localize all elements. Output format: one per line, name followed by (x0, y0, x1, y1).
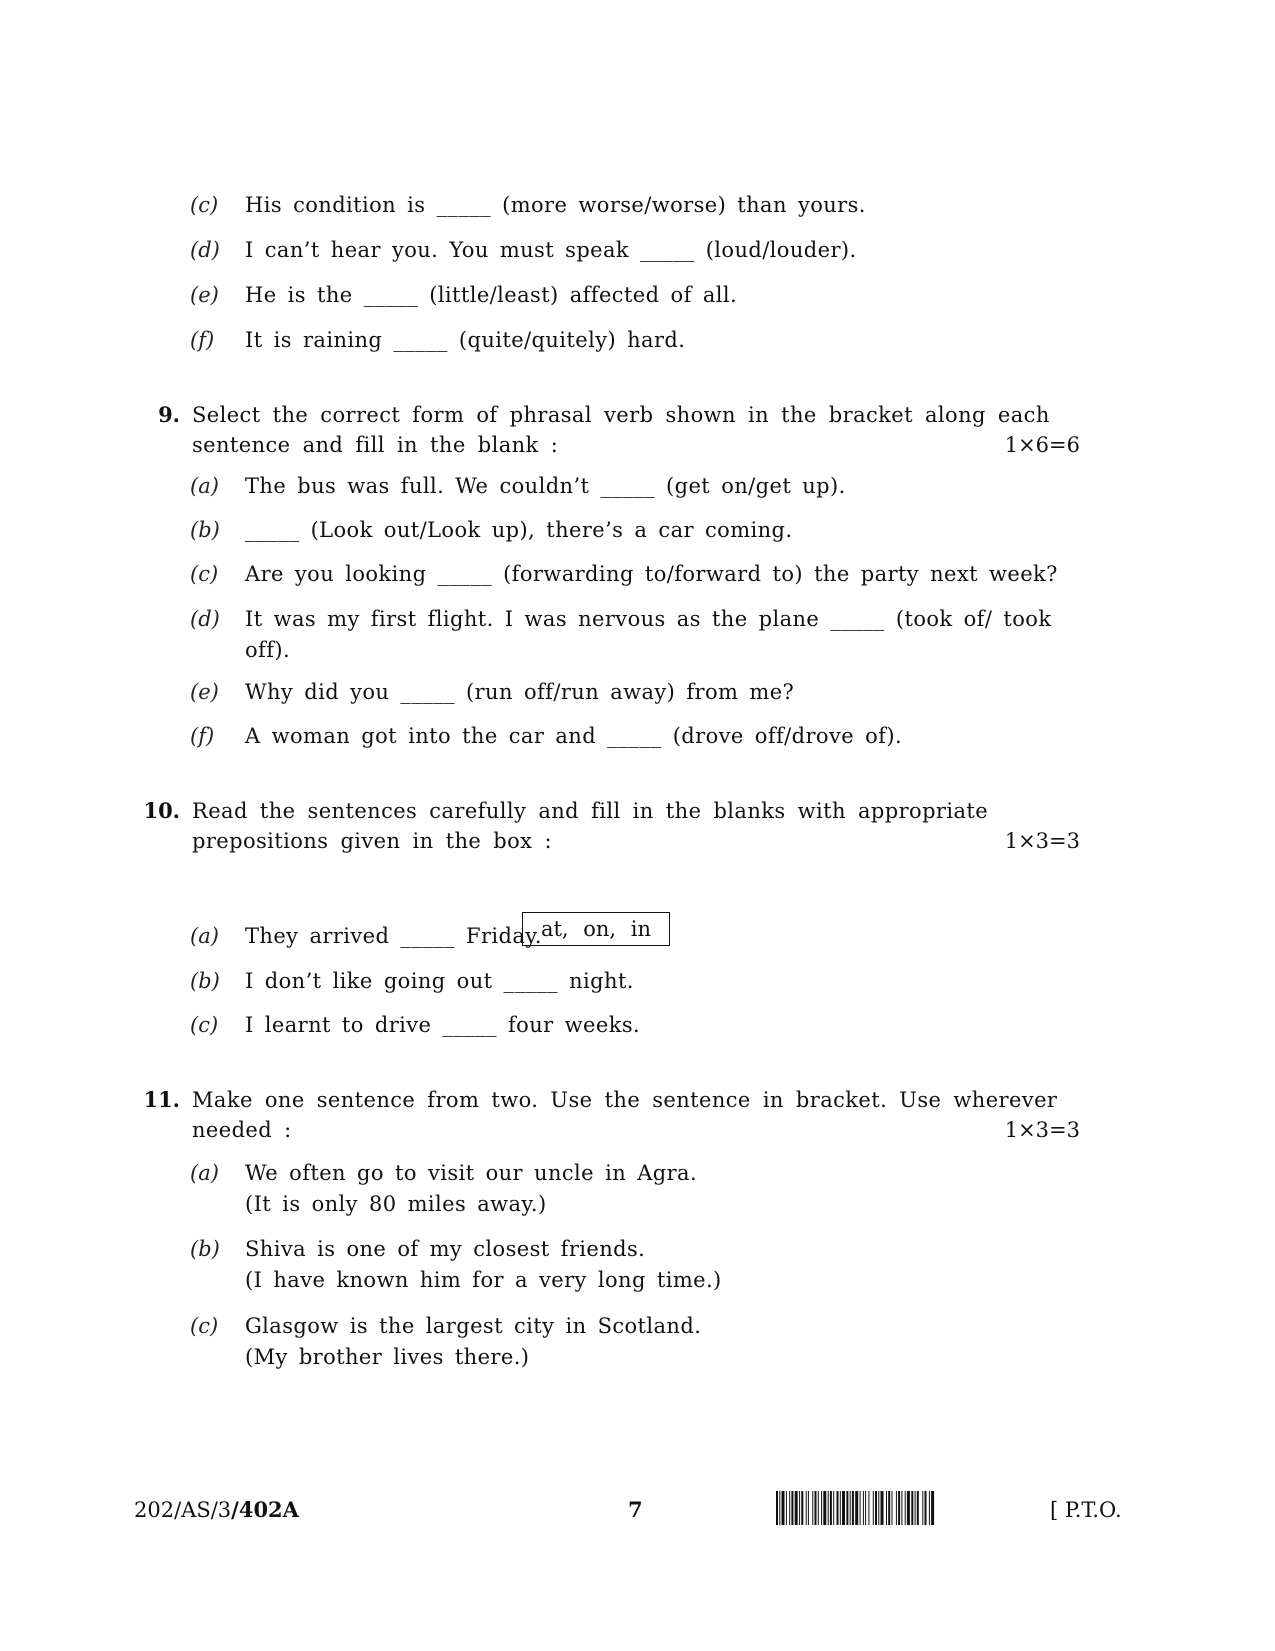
item-text: It was my first flight. I was nervous as the plane _____ (took of/ took off). (245, 607, 1052, 662)
q10-item-b (190, 966, 1070, 997)
barcode-bar (901, 1491, 902, 1525)
barcode-bar (911, 1491, 913, 1525)
barcode-bar (873, 1491, 874, 1525)
item-text: His condition is _____ (more worse/worse) than yours. (245, 193, 866, 217)
item-text: They arrived _____ Friday. (245, 924, 542, 948)
question-11 (130, 1085, 1080, 1145)
question-9 (130, 400, 1080, 460)
barcode-bar (830, 1491, 832, 1525)
item-text: I can’t hear you. You must speak _____ (loud/louder). (245, 238, 857, 262)
barcode-bar (818, 1491, 819, 1525)
q11-item-c (190, 1311, 1070, 1373)
barcode-bar (808, 1491, 809, 1525)
barcode-bar (791, 1491, 793, 1525)
barcode-bar (842, 1491, 845, 1525)
item-line-1: We often go to visit our uncle in Agra. (245, 1161, 698, 1185)
barcode-bar (931, 1491, 934, 1525)
item-label: (a) (190, 474, 219, 498)
barcode-bar (907, 1491, 910, 1525)
item-label: (c) (190, 1013, 219, 1037)
paper-code-prefix: 202/AS/3 (134, 1498, 232, 1522)
barcode-bar (865, 1491, 866, 1525)
q9-item-e (190, 677, 1070, 708)
item-label: (c) (190, 562, 219, 586)
question-marks: 1×6=6 (1004, 433, 1080, 457)
question-number: 9. (158, 402, 180, 427)
item-line-2: (It is only 80 miles away.) (245, 1192, 547, 1216)
item-text: The bus was full. We couldn’t _____ (get on/get up). (245, 474, 846, 498)
barcode-bar (799, 1491, 800, 1525)
q8-item-d (190, 235, 1070, 266)
barcode-bar (801, 1491, 803, 1525)
barcode-bar (789, 1491, 790, 1525)
item-line-2: (I have known him for a very long time.) (245, 1268, 722, 1292)
barcode-bar (881, 1491, 884, 1525)
barcode-bar (898, 1491, 900, 1525)
item-text: _____ (Look out/Look up), there’s a car coming. (245, 518, 793, 542)
barcode-bar (863, 1491, 864, 1525)
barcode-bar (896, 1491, 897, 1525)
barcode-bar (886, 1491, 887, 1525)
item-line-1: Shiva is one of my closest friends. (245, 1237, 646, 1261)
barcode-bar (786, 1491, 787, 1525)
item-label: (b) (190, 518, 220, 542)
barcode-bar (860, 1491, 861, 1525)
item-text: It is raining _____ (quite/quitely) hard. (245, 328, 686, 352)
q9-item-c (190, 559, 1070, 590)
item-label: (d) (190, 607, 220, 631)
barcode-bar (815, 1491, 817, 1525)
item-label: (c) (190, 193, 219, 217)
question-marks: 1×3=3 (1004, 829, 1080, 853)
barcode-bar (779, 1491, 780, 1525)
barcode-bar (806, 1491, 807, 1525)
q9-item-a (190, 471, 1070, 502)
barcode-bar (837, 1491, 839, 1525)
barcode-bar (915, 1491, 916, 1525)
barcode-bar (925, 1491, 927, 1525)
page-number: 7 (628, 1497, 643, 1522)
q8-item-f (190, 325, 1070, 356)
question-marks: 1×3=3 (1004, 1118, 1080, 1142)
barcode-bar (892, 1491, 893, 1525)
barcode-bar (917, 1491, 919, 1525)
q9-item-f (190, 721, 1070, 752)
question-text: Make one sentence from two. Use the sentence in bracket. Use wherever needed : (192, 1088, 1058, 1142)
q10-item-c (190, 1010, 1070, 1041)
question-number: 11. (143, 1087, 180, 1112)
item-text: I learnt to drive _____ four weeks. (245, 1013, 641, 1037)
item-line-1: Glasgow is the largest city in Scotland. (245, 1314, 702, 1338)
barcode-bar (878, 1491, 879, 1525)
item-label: (a) (190, 924, 219, 948)
question-10 (130, 796, 1080, 856)
barcode-bar (922, 1491, 923, 1525)
barcode-bar (823, 1491, 826, 1525)
question-text: Select the correct form of phrasal verb shown in the bracket along each sentence and fill in the blank : (192, 403, 1050, 457)
pto-label: [ P.T.O. (1050, 1498, 1122, 1522)
item-label: (a) (190, 1161, 219, 1185)
question-number: 10. (143, 798, 180, 823)
barcode-bar (905, 1491, 906, 1525)
barcode-bar (833, 1491, 834, 1525)
paper-code-bold: /402A (231, 1497, 299, 1522)
barcode-bar (782, 1491, 785, 1525)
barcode-bar (852, 1491, 854, 1525)
item-label: (b) (190, 1237, 220, 1261)
q9-item-d (190, 604, 1070, 666)
barcode-bar (821, 1491, 822, 1525)
item-label: (f) (190, 328, 215, 352)
barcode-bar (812, 1491, 813, 1525)
barcode-bar (795, 1491, 798, 1525)
barcode-bar (888, 1491, 890, 1525)
barcode-bar (875, 1491, 877, 1525)
barcode-bar (929, 1491, 930, 1525)
barcode-bar (840, 1491, 841, 1525)
barcode-bar (846, 1491, 848, 1525)
item-text: He is the _____ (little/least) affected of all. (245, 283, 738, 307)
item-label: (b) (190, 969, 220, 993)
q8-item-c (190, 190, 1070, 221)
barcode-bar (855, 1491, 858, 1525)
item-label: (e) (190, 680, 219, 704)
item-text: A woman got into the car and _____ (drove off/drove of). (245, 724, 903, 748)
barcode-bar (828, 1491, 829, 1525)
barcode (776, 1491, 1032, 1525)
item-label: (f) (190, 724, 215, 748)
q9-item-b (190, 515, 1070, 546)
q11-item-b (190, 1234, 1070, 1296)
item-label: (c) (190, 1314, 219, 1338)
q8-item-e (190, 280, 1070, 311)
item-line-2: (My brother lives there.) (245, 1345, 530, 1369)
q10-item-a (190, 921, 1070, 952)
question-text: Read the sentences carefully and fill in the blanks with appropriate prepositions given in the box : (192, 799, 989, 853)
prepositions-box: at, on, in (522, 912, 670, 946)
item-label: (d) (190, 238, 220, 262)
paper-code (134, 1495, 299, 1525)
q11-item-a (190, 1158, 1070, 1220)
item-text: I don’t like going out _____ night. (245, 969, 634, 993)
barcode-bar (850, 1491, 851, 1525)
item-label: (e) (190, 283, 219, 307)
item-text: Why did you _____ (run off/run away) from me? (245, 680, 795, 704)
barcode-bar (868, 1491, 869, 1525)
item-text: Are you looking _____ (forwarding to/forward to) the party next week? (245, 562, 1058, 586)
barcode-bar (776, 1491, 778, 1525)
